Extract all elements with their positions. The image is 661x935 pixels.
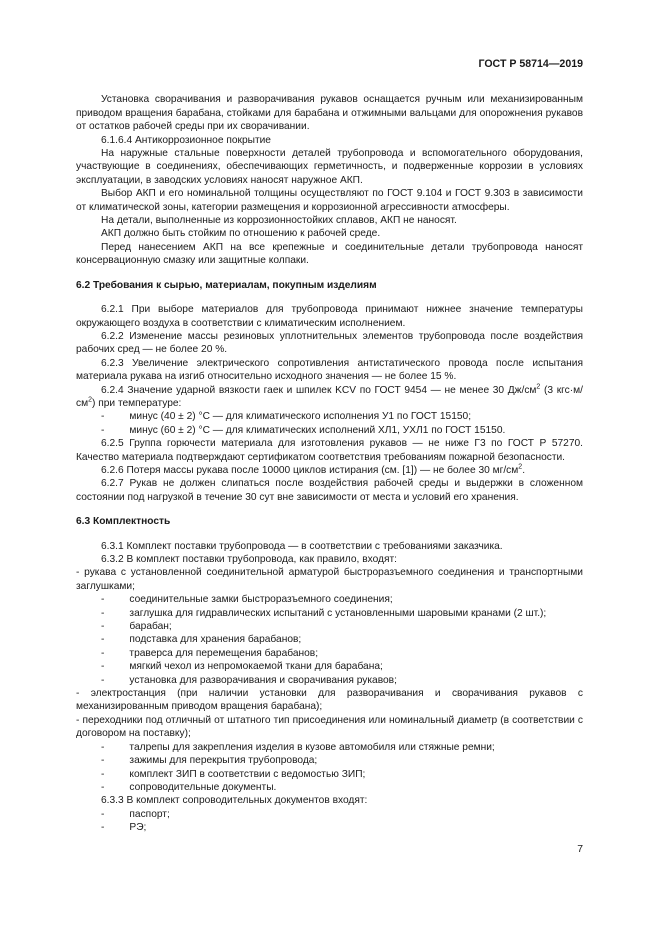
list-dash: - — [101, 647, 105, 659]
clause-6-3-2: 6.3.2 В комплект поставки трубопровода, как правило, входят: — [101, 554, 397, 565]
list-item: - талрепы для закрепления изделия в кузове автомобиля или стяжные ремни; — [76, 741, 583, 754]
list-item: - заглушка для гидравлических испытаний с установленными шаровыми кранами (2 шт.); — [76, 607, 583, 620]
list-dash: - — [101, 621, 105, 633]
clause-6-2-5: 6.2.5 Группа горючести материала для изготовления рукавов — не ниже Г3 по ГОСТ Р 57270. Качество материала подтверждают сертификатом соответствия требованиям пожарной безопасности. — [76, 438, 583, 463]
clause-6-2-6-text: 6.2.6 Потеря массы рукава после 10000 циклов истирания (см. [1]) — не более 30 мг/см — [101, 464, 519, 476]
paragraph: АКП должно быть стойким по отношению к рабочей среде. — [101, 228, 381, 240]
paragraph: Выбор АКП и его номинальной толщины осуществляют по ГОСТ 9.104 и ГОСТ 9.303 в зависимости от климатической зоны, категории размещения и коррозионной агрессивности атмосферы. — [76, 188, 583, 213]
list-dash: - — [101, 411, 105, 423]
clause-6-2-4-text: ) при температуре: — [92, 397, 182, 409]
clause-6-2-3: 6.2.3 Увеличение электрического сопротивления антистатического провода после испытания материала рукава на изгиб относительно исходного значения — не более 15 %. — [76, 357, 583, 383]
list-item: - барабан; — [76, 620, 583, 633]
list-item: - зажимы для перекрытия трубопровода; — [76, 754, 583, 767]
list-item: - минус (60 ± 2) °C — для климатических исполнений ХЛ1, УХЛ1 по ГОСТ 15150. — [76, 424, 583, 437]
list-dash: - — [101, 741, 105, 753]
section-heading-6-2: 6.2 Требования к сырью, материалам, покупным изделиям — [76, 279, 377, 291]
list-item: - рукава с установленной соединительной арматурой быстроразъемного соединения и транспортными заглушками; — [76, 567, 583, 592]
paragraph: На детали, выполненные из коррозионностойких сплавов, АКП не наносят. — [101, 215, 457, 227]
list-dash: - — [101, 594, 105, 606]
list-dash: - — [101, 822, 105, 834]
list-item: - минус (40 ± 2) °C — для климатического исполнения У1 по ГОСТ 15150; — [76, 410, 583, 423]
clause-6-2-2: 6.2.2 Изменение массы резиновых уплотнительных элементов трубопровода после воздействия рабочих сред — не более 20 %. — [76, 330, 583, 356]
list-dash: - — [101, 768, 105, 780]
list-item: - соединительные замки быстроразъемного соединения; — [76, 593, 583, 606]
list-item: - электростанция (при наличии установки для разворачивания и сворачивания рукавов с механизированным приводом вращения барабана); — [76, 688, 583, 713]
clause-6-2-4-text: (3 кгс·м/см — [76, 384, 583, 409]
clause-6-2-4-text: 6.2.4 Значение ударной вязкости гаек и шпилек KCV по ГОСТ 9454 — не менее 30 Дж/см — [101, 384, 537, 396]
paragraph: Установка сворачивания и разворачивания рукавов оснащается ручным или механизированным приводом вращения барабана, стойками для барабана и отжимными вальцами для опорожнения рукавов от остатков рабочей среды при их сворачивании. — [76, 94, 583, 133]
list-item: - переходники под отличный от штатного тип присоединения или номинальный диаметр (в соответствии с договором на поставку); — [76, 714, 583, 740]
paragraph: Перед нанесением АКП на все крепежные и соединительные детали трубопровода наносят консервационную смазку или защитные колпаки. — [76, 241, 583, 267]
clause-6-2-6-text: . — [522, 464, 526, 476]
list-dash: - — [101, 607, 105, 619]
clause-6-2-7: 6.2.7 Рукав не должен слипаться после воздействия рабочей среды и выдержки в сложенном состоянии под нагрузкой в течение 30 сут вне зависимости от места и условий его хранения. — [76, 478, 583, 503]
list-item: - комплект ЗИП в соответствии с ведомостью ЗИП; — [76, 768, 583, 781]
list-dash: - — [101, 781, 105, 793]
list-item: - паспорт; — [76, 808, 583, 821]
page-number: 7 — [577, 844, 583, 855]
list-dash: - — [101, 674, 105, 686]
list-dash: - — [101, 661, 105, 673]
list-item: - установка для разворачивания и сворачивания рукавов; — [76, 674, 583, 687]
list-item: - мягкий чехол из непромокаемой ткани для барабана; — [76, 660, 583, 673]
list-item: - траверса для перемещения барабанов; — [76, 647, 583, 660]
superscript: 2 — [518, 463, 523, 471]
clause-6-2-1: 6.2.1 При выборе материалов для трубопровода принимают нижнее значение температуры окружающего воздуха в соответствии с климатическим исполнением. — [76, 304, 583, 329]
document-id: ГОСТ Р 58714—2019 — [478, 58, 583, 70]
list-dash: - — [101, 424, 105, 436]
list-item: - сопроводительные документы. — [76, 781, 583, 794]
list-item: - подставка для хранения барабанов; — [76, 633, 583, 646]
list-dash: - — [101, 808, 105, 820]
clause-6-2-4 — [76, 384, 583, 411]
list-item: - РЭ; — [76, 821, 583, 834]
clause-6-3-3: 6.3.3 В комплект сопроводительных документов входят: — [101, 795, 368, 807]
paragraph: На наружные стальные поверхности деталей трубопровода и вспомогательного оборудования, участвующие в соединениях, обеспечивающих герметичность, и подверженные коррозии в условиях эксплуатации, в заводских условиях наносят наружное АКП. — [76, 148, 583, 186]
clause-6-3-1: 6.3.1 Комплект поставки трубопровода — в соответствии с требованиями заказчика. — [101, 540, 503, 552]
subsection-title: 6.1.6.4 Антикоррозионное покрытие — [101, 134, 271, 146]
superscript: 2 — [536, 383, 541, 391]
list-dash: - — [101, 634, 105, 646]
superscript: 2 — [88, 396, 93, 404]
list-dash: - — [101, 755, 105, 767]
clause-6-2-6 — [76, 464, 583, 477]
section-heading-6-3: 6.3 Комплектность — [76, 516, 171, 528]
